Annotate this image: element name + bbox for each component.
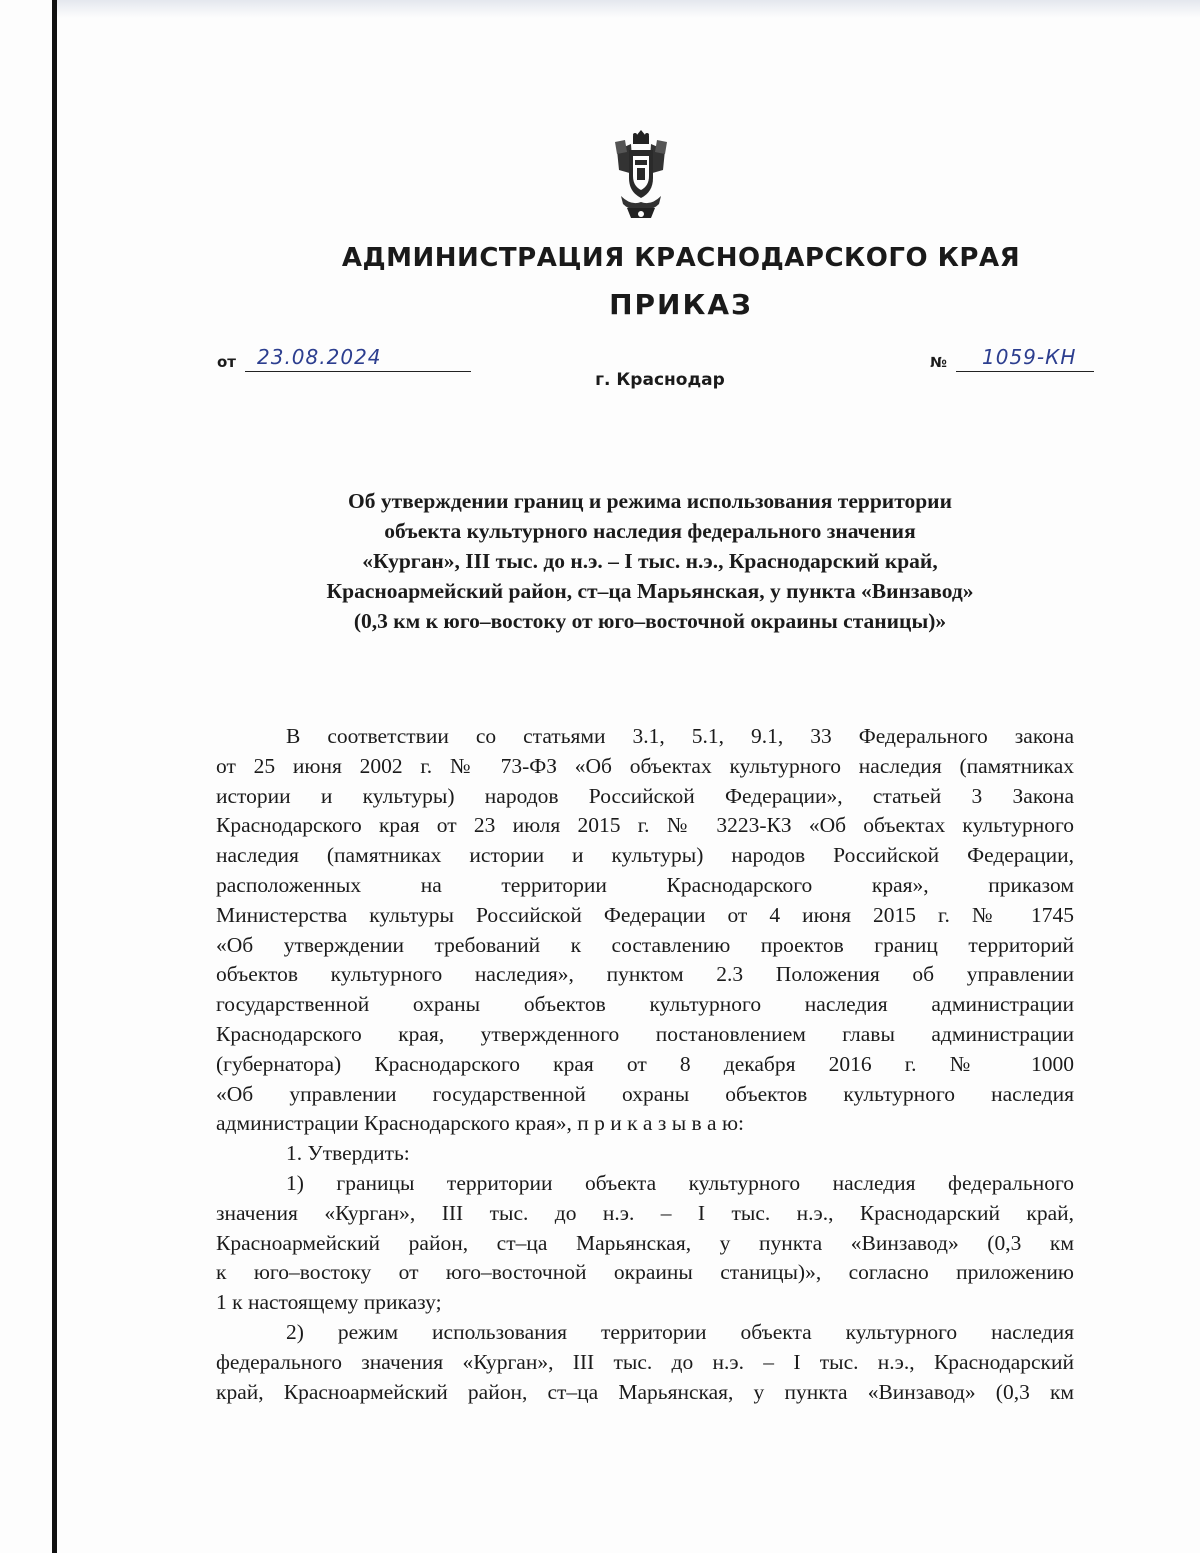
body-line: Министерства культуры Российской Федерации от 4 июня 2015 г. № 1745: [216, 902, 1074, 927]
date-field: [217, 345, 477, 375]
subject-line: (0,3 км к юго–востоку от юго–восточной окраины станицы)»: [353, 609, 947, 633]
body-line: «Об утверждении требований к составлению проектов границ территорий: [216, 932, 1074, 957]
body-line: значения «Курган», III тыс. до н.э. – I тыс. н.э., Краснодарский край,: [216, 1200, 1074, 1225]
number-underline: [956, 371, 1094, 372]
subject-line: объекта культурного наследия федерального значения: [384, 519, 916, 543]
document-type-title: ПРИКАЗ: [609, 288, 753, 321]
body-line: государственной охраны объектов культурного наследия администрации: [216, 992, 1074, 1017]
subject-line: Об утверждении границ и режима использования территории: [348, 489, 952, 513]
body-line: «Об управлении государственной охраны объектов культурного наследия: [216, 1081, 1074, 1106]
date-handwritten-value: 23.08.2024: [257, 345, 382, 369]
body-line: Красноармейский район, ст–ца Марьянская, у пункта «Винзавод» (0,3 км: [216, 1230, 1074, 1255]
body-line: администрации Краснодарского края», п р и к а з ы в а ю:: [216, 1111, 745, 1136]
body-line: (губернатора) Краснодарского края от 8 декабря 2016 г. № 1000: [216, 1051, 1074, 1076]
number-field: [930, 345, 1100, 375]
document-subject: [230, 486, 1070, 636]
body-line: Краснодарского края от 23 июля 2015 г. № 3223-КЗ «Об объектах культурного: [216, 813, 1074, 838]
subject-line: «Курган», III тыс. до н.э. – I тыс. н.э., Краснодарский край,: [362, 549, 938, 573]
body-line: наследия (памятниках истории и культуры) народов Российской Федерации,: [216, 843, 1074, 868]
document-body: [216, 722, 1074, 1407]
body-line: к юго–востоку от юго–восточной окраины станицы)», согласно приложению: [216, 1260, 1074, 1285]
body-line: федерального значения «Курган», III тыс. до н.э. – I тыс. н.э., Краснодарский: [216, 1349, 1074, 1374]
number-handwritten-value: 1059-КН: [982, 345, 1077, 369]
body-line: 2) режим использования территории объекта культурного наследия: [286, 1319, 1074, 1344]
coat-of-arms-emblem: [611, 130, 671, 222]
body-line: 1 к настоящему приказу;: [216, 1290, 442, 1315]
organization-title: АДМИНИСТРАЦИЯ КРАСНОДАРСКОГО КРАЯ: [341, 243, 1021, 273]
body-line: от 25 июня 2002 г. № 73-ФЗ «Об объектах культурного наследия (памятниках: [216, 753, 1074, 778]
body-line: 1. Утвердить:: [286, 1141, 410, 1166]
body-line: истории и культуры) народов Российской Федерации», статьей 3 Закона: [216, 783, 1074, 808]
scan-edge: [52, 0, 57, 1553]
date-prefix-label: от: [217, 353, 236, 371]
city-label: г. Краснодар: [595, 370, 725, 390]
date-underline: [245, 371, 471, 372]
body-line: В соответствии со статьями 3.1, 5.1, 9.1, 33 Федерального закона: [286, 724, 1074, 748]
body-line: Краснодарского края, утвержденного постановлением главы администрации: [216, 1021, 1074, 1046]
number-prefix-label: №: [930, 355, 947, 371]
body-line: 1) границы территории объекта культурного наследия федерального: [286, 1170, 1074, 1195]
body-line: расположенных на территории Краснодарского края», приказом: [216, 872, 1074, 897]
body-line: объектов культурного наследия», пунктом 2.3 Положения об управлении: [216, 962, 1074, 987]
body-line: край, Красноармейский район, ст–ца Марьянская, у пункта «Винзавод» (0,3 км: [216, 1379, 1074, 1404]
scan-shadow: [57, 0, 1200, 18]
subject-line: Красноармейский район, ст–ца Марьянская, у пункта «Винзавод»: [326, 579, 974, 603]
